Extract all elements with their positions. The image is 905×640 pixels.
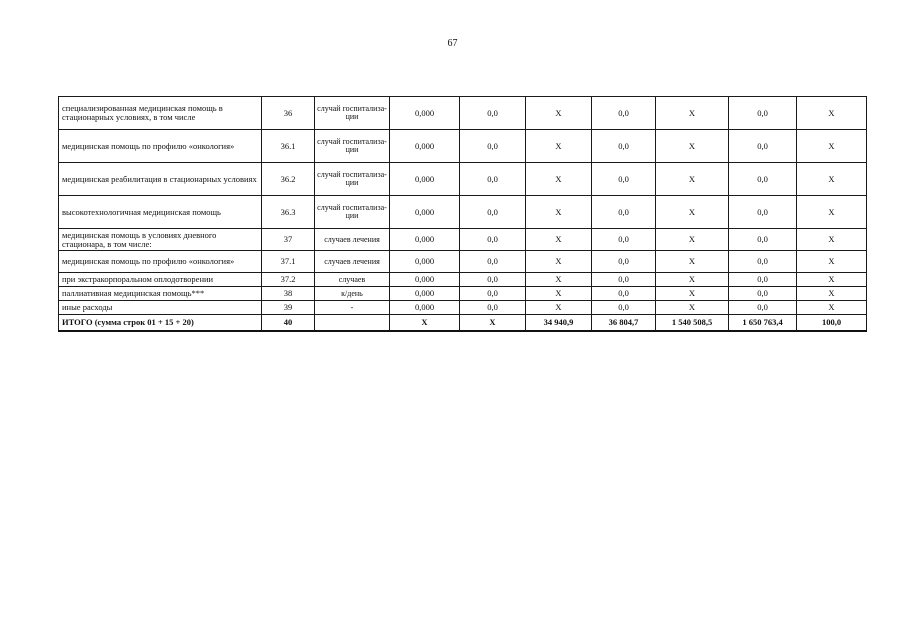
cell-value: 0,0: [729, 251, 797, 273]
cell-value: Х: [797, 163, 867, 196]
table-row: [59, 163, 867, 196]
cell-value: 0,000: [390, 97, 460, 130]
cell-value: Х: [526, 130, 592, 163]
cell-value: 0,0: [460, 130, 526, 163]
cell-value: 0,0: [592, 287, 656, 301]
row-unit: случаев лечения: [315, 251, 390, 273]
cell-value: 0,0: [460, 287, 526, 301]
cell-value: 0,000: [390, 251, 460, 273]
row-line-number: 37.2: [262, 273, 315, 287]
cell-value: 0,0: [729, 229, 797, 251]
cell-value: Х: [797, 229, 867, 251]
cell-value: Х: [526, 273, 592, 287]
cell-value: Х: [656, 287, 729, 301]
cell-value: Х: [526, 251, 592, 273]
row-line-number: 36.1: [262, 130, 315, 163]
total-value: 1 540 508,5: [656, 315, 729, 332]
total-unit: [315, 315, 390, 332]
total-value: Х: [390, 315, 460, 332]
page-number: 67: [447, 38, 458, 49]
row-name: специализированная медицинская помощь в стационарных условиях, в том числе: [59, 97, 262, 130]
row-name: при экстракорпоральном оплодотворении: [59, 273, 262, 287]
cell-value: Х: [797, 130, 867, 163]
row-unit: к/день: [315, 287, 390, 301]
cell-value: 0,0: [460, 301, 526, 315]
table-row: [59, 196, 867, 229]
total-row: [59, 315, 867, 332]
row-line-number: 37.1: [262, 251, 315, 273]
row-line-number: 36.3: [262, 196, 315, 229]
cell-value: Х: [656, 196, 729, 229]
row-unit: случай госпитализа-ции: [315, 97, 390, 130]
cell-value: 0,0: [592, 301, 656, 315]
cell-value: Х: [797, 273, 867, 287]
cell-value: Х: [656, 97, 729, 130]
cell-value: 0,0: [460, 196, 526, 229]
row-name: медицинская реабилитация в стационарных условиях: [59, 163, 262, 196]
cell-value: 0,000: [390, 273, 460, 287]
table-row: [59, 229, 867, 251]
table-row: [59, 287, 867, 301]
total-name: ИТОГО (сумма строк 01 + 15 + 20): [59, 315, 262, 332]
total-value: 100,0: [797, 315, 867, 332]
cell-value: Х: [656, 273, 729, 287]
cell-value: 0,0: [460, 273, 526, 287]
row-name: высокотехнологичная медицинская помощь: [59, 196, 262, 229]
cell-value: 0,0: [729, 163, 797, 196]
row-line-number: 36.2: [262, 163, 315, 196]
row-unit: случай госпитализа-ции: [315, 196, 390, 229]
table-row: [59, 273, 867, 287]
cell-value: 0,0: [729, 287, 797, 301]
cell-value: 0,0: [460, 251, 526, 273]
cell-value: Х: [526, 301, 592, 315]
row-unit: случай госпитализа-ции: [315, 163, 390, 196]
table-row: [59, 130, 867, 163]
cell-value: 0,0: [592, 229, 656, 251]
financing-table: [58, 96, 867, 332]
cell-value: 0,0: [460, 229, 526, 251]
cell-value: Х: [526, 196, 592, 229]
row-name: паллиативная медицинская помощь***: [59, 287, 262, 301]
row-name: иные расходы: [59, 301, 262, 315]
cell-value: 0,000: [390, 163, 460, 196]
row-line-number: 37: [262, 229, 315, 251]
cell-value: 0,0: [592, 97, 656, 130]
total-value: 36 804,7: [592, 315, 656, 332]
cell-value: 0,0: [729, 97, 797, 130]
row-unit: случаев лечения: [315, 229, 390, 251]
cell-value: 0,000: [390, 130, 460, 163]
cell-value: 0,0: [729, 196, 797, 229]
cell-value: 0,0: [592, 251, 656, 273]
row-name: медицинская помощь по профилю «онкология»: [59, 251, 262, 273]
cell-value: Х: [526, 229, 592, 251]
cell-value: 0,000: [390, 229, 460, 251]
cell-value: Х: [526, 163, 592, 196]
cell-value: 0,0: [460, 163, 526, 196]
row-unit: -: [315, 301, 390, 315]
cell-value: Х: [797, 287, 867, 301]
cell-value: Х: [656, 251, 729, 273]
total-value: Х: [460, 315, 526, 332]
table-row: [59, 301, 867, 315]
cell-value: 0,000: [390, 301, 460, 315]
cell-value: Х: [526, 287, 592, 301]
cell-value: Х: [656, 229, 729, 251]
cell-value: 0,0: [592, 163, 656, 196]
cell-value: Х: [797, 196, 867, 229]
cell-value: 0,0: [729, 273, 797, 287]
cell-value: Х: [656, 130, 729, 163]
cell-value: 0,0: [592, 130, 656, 163]
row-name: медицинская помощь в условиях дневного стационара, в том числе:: [59, 229, 262, 251]
row-name: медицинская помощь по профилю «онкология»: [59, 130, 262, 163]
cell-value: Х: [526, 97, 592, 130]
row-line-number: 38: [262, 287, 315, 301]
cell-value: 0,000: [390, 287, 460, 301]
cell-value: Х: [797, 301, 867, 315]
cell-value: 0,0: [592, 273, 656, 287]
cell-value: Х: [797, 251, 867, 273]
cell-value: Х: [656, 163, 729, 196]
table-row: [59, 251, 867, 273]
cell-value: 0,0: [729, 130, 797, 163]
total-value: 1 650 763,4: [729, 315, 797, 332]
row-unit: случаев: [315, 273, 390, 287]
row-line-number: 36: [262, 97, 315, 130]
total-line-number: 40: [262, 315, 315, 332]
cell-value: 0,0: [729, 301, 797, 315]
cell-value: Х: [797, 97, 867, 130]
total-value: 34 940,9: [526, 315, 592, 332]
cell-value: Х: [656, 301, 729, 315]
cell-value: 0,000: [390, 196, 460, 229]
table-row: [59, 97, 867, 130]
row-unit: случай госпитализа-ции: [315, 130, 390, 163]
cell-value: 0,0: [592, 196, 656, 229]
row-line-number: 39: [262, 301, 315, 315]
cell-value: 0,0: [460, 97, 526, 130]
